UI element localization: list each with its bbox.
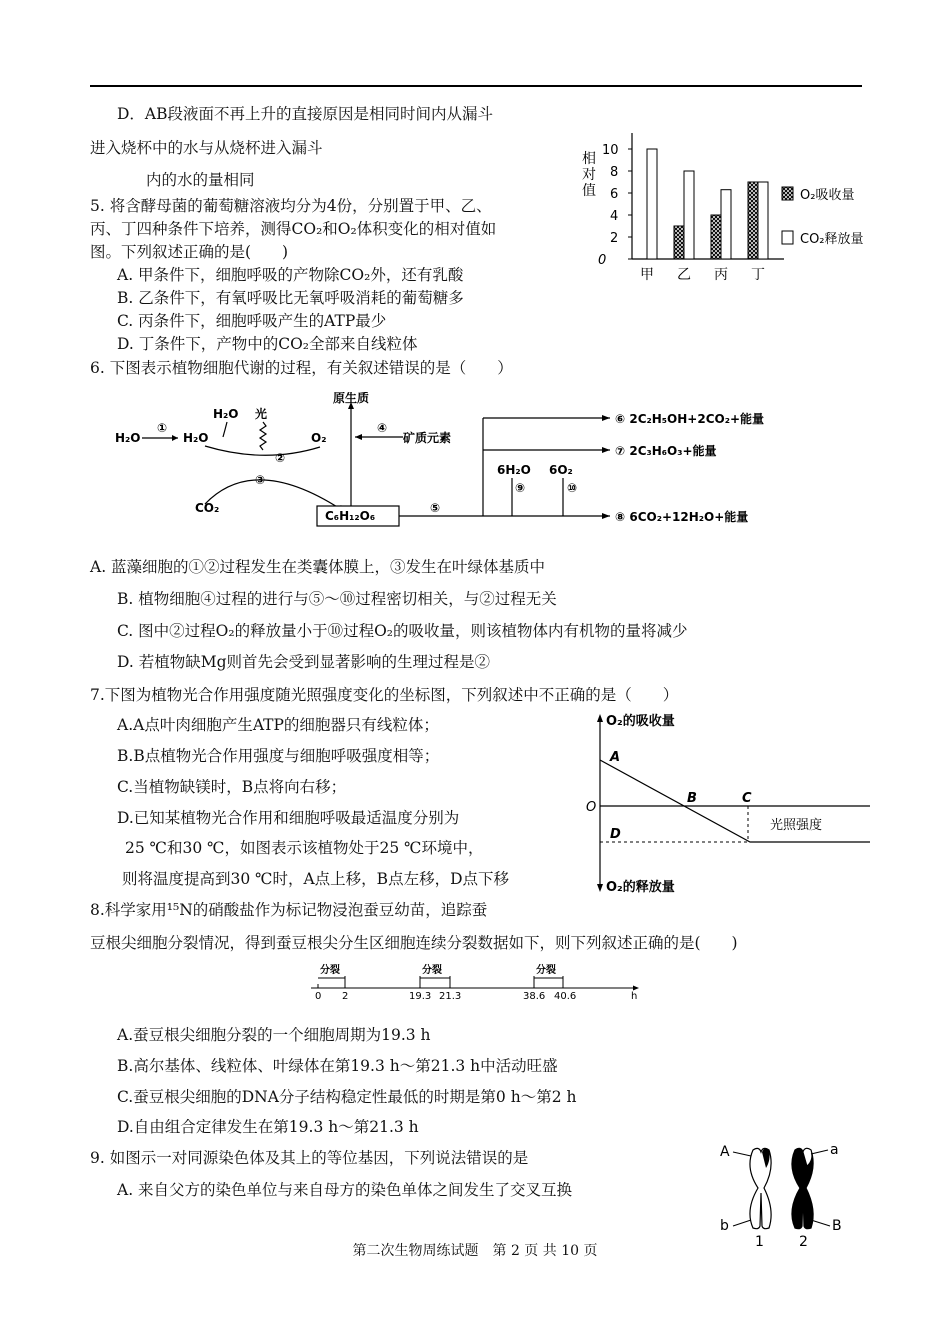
step-4: ④	[377, 421, 388, 435]
category-乙: 乙	[677, 267, 691, 283]
point-c: C	[742, 791, 752, 806]
bar-co2-丙	[721, 190, 731, 259]
allele-b: b	[720, 1218, 729, 1234]
o2-label: O₂	[311, 431, 327, 445]
legend-swatch-co2	[782, 231, 793, 244]
header-rule	[90, 85, 862, 87]
protoplasm-label: 原生质	[333, 392, 370, 405]
q7-light-graph	[580, 708, 880, 898]
q7-option-d-cont2: 则将温度提高到30 ℃时，A点上移，B点左移，D点下移	[122, 870, 510, 888]
category-甲: 甲	[640, 267, 654, 283]
y-tick-label-10: 10	[602, 143, 619, 158]
q4-option-d: D．AB段液面不再上升的直接原因是相同时间内从漏斗	[117, 105, 494, 123]
q7-option-d: D.已知某植物光合作用和细胞呼吸最适温度分别为	[117, 809, 460, 827]
q5-stem-1: 5. 将含酵母菌的葡萄糖溶液均分为4份，分别置于甲、乙、	[90, 197, 492, 215]
tick-2: 2	[342, 991, 349, 1002]
y-tick-label-2: 2	[610, 231, 619, 246]
bar-co2-丁	[758, 182, 768, 259]
q8-stem-1: 8.科学家用¹⁵N的硝酸盐作为标记物浸泡蚕豆幼苗，追踪蚕	[90, 901, 488, 919]
seg-1: 分裂	[320, 965, 340, 976]
light-label: 光	[255, 407, 268, 421]
y-up-label: O₂的吸收量	[606, 714, 675, 729]
allele-A: A	[720, 1144, 730, 1160]
legend-o2: O₂吸收量	[800, 188, 855, 203]
legend-swatch-o2	[782, 187, 793, 200]
bar-o2-丙	[711, 215, 721, 259]
legend-co2: CO₂释放量	[800, 232, 864, 247]
point-d: D	[610, 827, 621, 842]
q5-stem-3: 图。下列叙述正确的是( )	[90, 243, 289, 261]
q5-bar-chart	[560, 125, 900, 285]
q8-option-c: C.蚕豆根尖细胞的DNA分子结构稳定性最低的时期是第0 h～第2 h	[117, 1088, 577, 1106]
glucose-box: C₆H₁₂O₆	[325, 509, 376, 523]
q9-stem: 9. 如图示一对同源染色体及其上的等位基因，下列说法错误的是	[90, 1149, 529, 1167]
output-8: ⑧ 6CO₂+12H₂O+能量	[615, 510, 749, 524]
label-1: 1	[755, 1234, 764, 1248]
step-2: ②	[275, 451, 286, 465]
q6-option-c: C. 图中②过程O₂的释放量小于⑩过程O₂的吸收量，则该植物体内有机物的量将减少	[117, 622, 688, 640]
step-9: ⑨	[515, 481, 526, 495]
tick-0: 0	[315, 991, 322, 1002]
minerals-label: 矿质元素	[403, 431, 452, 445]
page-footer: 第二次生物周练试题 第 2 页 共 10 页	[352, 1243, 598, 1259]
tick-38-6: 38.6	[523, 991, 546, 1002]
label-2: 2	[799, 1234, 808, 1248]
h2o-mid: H₂O	[183, 431, 209, 445]
y-tick-label-8: 8	[610, 165, 619, 180]
q5-stem-2: 丙、丁四种条件下培养，测得CO₂和O₂体积变化的相对值如	[90, 220, 497, 238]
h2o-6: 6H₂O	[497, 463, 531, 477]
allele-B: B	[832, 1218, 842, 1234]
q4-option-d-cont2: 内的水的量相同	[146, 171, 255, 189]
q6-option-a: A. 蓝藻细胞的①②过程发生在类囊体膜上，③发生在叶绿体基质中	[90, 558, 546, 576]
q5-option-b: B. 乙条件下，有氧呼吸比无氧呼吸消耗的葡萄糖多	[117, 289, 464, 307]
q6-metabolism-diagram	[105, 392, 805, 537]
point-a: A	[610, 750, 621, 765]
category-丙: 丙	[714, 267, 728, 283]
bar-o2-丁	[748, 182, 758, 259]
q7-option-b: B.B点植物光合作用强度与细胞呼吸强度相等；	[117, 747, 440, 765]
y-tick-label-0: 0	[598, 253, 607, 268]
x-label: 光照强度	[770, 818, 823, 833]
q5-option-c: C. 丙条件下，细胞呼吸产生的ATP最少	[117, 312, 387, 330]
seg-3: 分裂	[536, 965, 556, 976]
bar-o2-乙	[674, 226, 684, 259]
q6-option-b: B. 植物细胞④过程的进行与⑤～⑩过程密切相关，与②过程无关	[117, 590, 557, 608]
step-3: ③	[255, 473, 266, 487]
y-tick-label-4: 4	[610, 209, 619, 224]
step-5: ⑤	[430, 501, 441, 515]
q8-stem-2: 豆根尖细胞分裂情况，得到蚕豆根尖分生区细胞连续分裂数据如下，则下列叙述正确的是( )	[90, 934, 738, 952]
h2o-left: H₂O	[115, 431, 141, 445]
tick-21-3: 21.3	[439, 991, 462, 1002]
origin: O	[586, 800, 597, 815]
q8-option-d: D.自由组合定律发生在第19.3 h～第21.3 h	[117, 1118, 419, 1136]
q6-option-d: D. 若植物缺Mg则首先会受到显著影响的生理过程是②	[117, 653, 491, 671]
category-丁: 丁	[751, 267, 765, 283]
q5-option-a: A. 甲条件下，细胞呼吸的产物除CO₂外，还有乳酸	[117, 266, 464, 284]
point-b: B	[687, 791, 697, 806]
step-1: ①	[157, 421, 168, 435]
unit: h	[631, 991, 638, 1002]
q8-option-b: B.高尔基体、线粒体、叶绿体在第19.3 h～第21.3 h中活动旺盛	[117, 1057, 558, 1075]
q9-chromosome-figure	[715, 1138, 855, 1248]
tick-40-6: 40.6	[554, 991, 577, 1002]
q6-stem: 6. 下图表示植物细胞代谢的过程，有关叙述错误的是（ ）	[90, 359, 513, 377]
tick-19-3: 19.3	[409, 991, 432, 1002]
seg-2: 分裂	[422, 965, 442, 976]
q8-option-a: A.蚕豆根尖细胞分裂的一个细胞周期为19.3 h	[117, 1026, 431, 1044]
q4-option-d-cont: 进入烧杯中的水与从烧杯进入漏斗	[90, 139, 323, 157]
o2-6: 6O₂	[549, 463, 573, 477]
q9-option-a: A. 来自父方的染色单位与来自母方的染色单体之间发生了交叉互换	[117, 1181, 573, 1199]
output-6: ⑥ 2C₂H₅OH+2CO₂+能量	[615, 412, 765, 426]
y-down-label: O₂的释放量	[606, 880, 675, 895]
y-tick-label-6: 6	[610, 187, 619, 202]
y-axis-label: 相对值	[582, 151, 596, 199]
allele-a: a	[830, 1142, 839, 1158]
q7-option-d-cont: 25 ℃和30 ℃，如图表示该植物处于25 ℃环境中，	[125, 839, 484, 857]
q7-option-a: A.A点叶肉细胞产生ATP的细胞器只有线粒体；	[117, 716, 439, 734]
h2o-up: H₂O	[213, 407, 239, 421]
step-10: ⑩	[567, 481, 578, 495]
co2-label: CO₂	[195, 501, 220, 515]
bar-co2-甲	[647, 149, 657, 259]
q7-stem: 7.下图为植物光合作用强度随光照强度变化的坐标图，下列叙述中不正确的是（ ）	[90, 686, 679, 704]
q8-timeline	[305, 962, 645, 1002]
q7-option-c: C.当植物缺镁时，B点将向右移；	[117, 778, 347, 796]
q5-option-d: D. 丁条件下，产物中的CO₂全部来自线粒体	[117, 335, 418, 353]
output-7: ⑦ 2C₃H₆O₃+能量	[615, 444, 717, 458]
bar-co2-乙	[684, 171, 694, 259]
